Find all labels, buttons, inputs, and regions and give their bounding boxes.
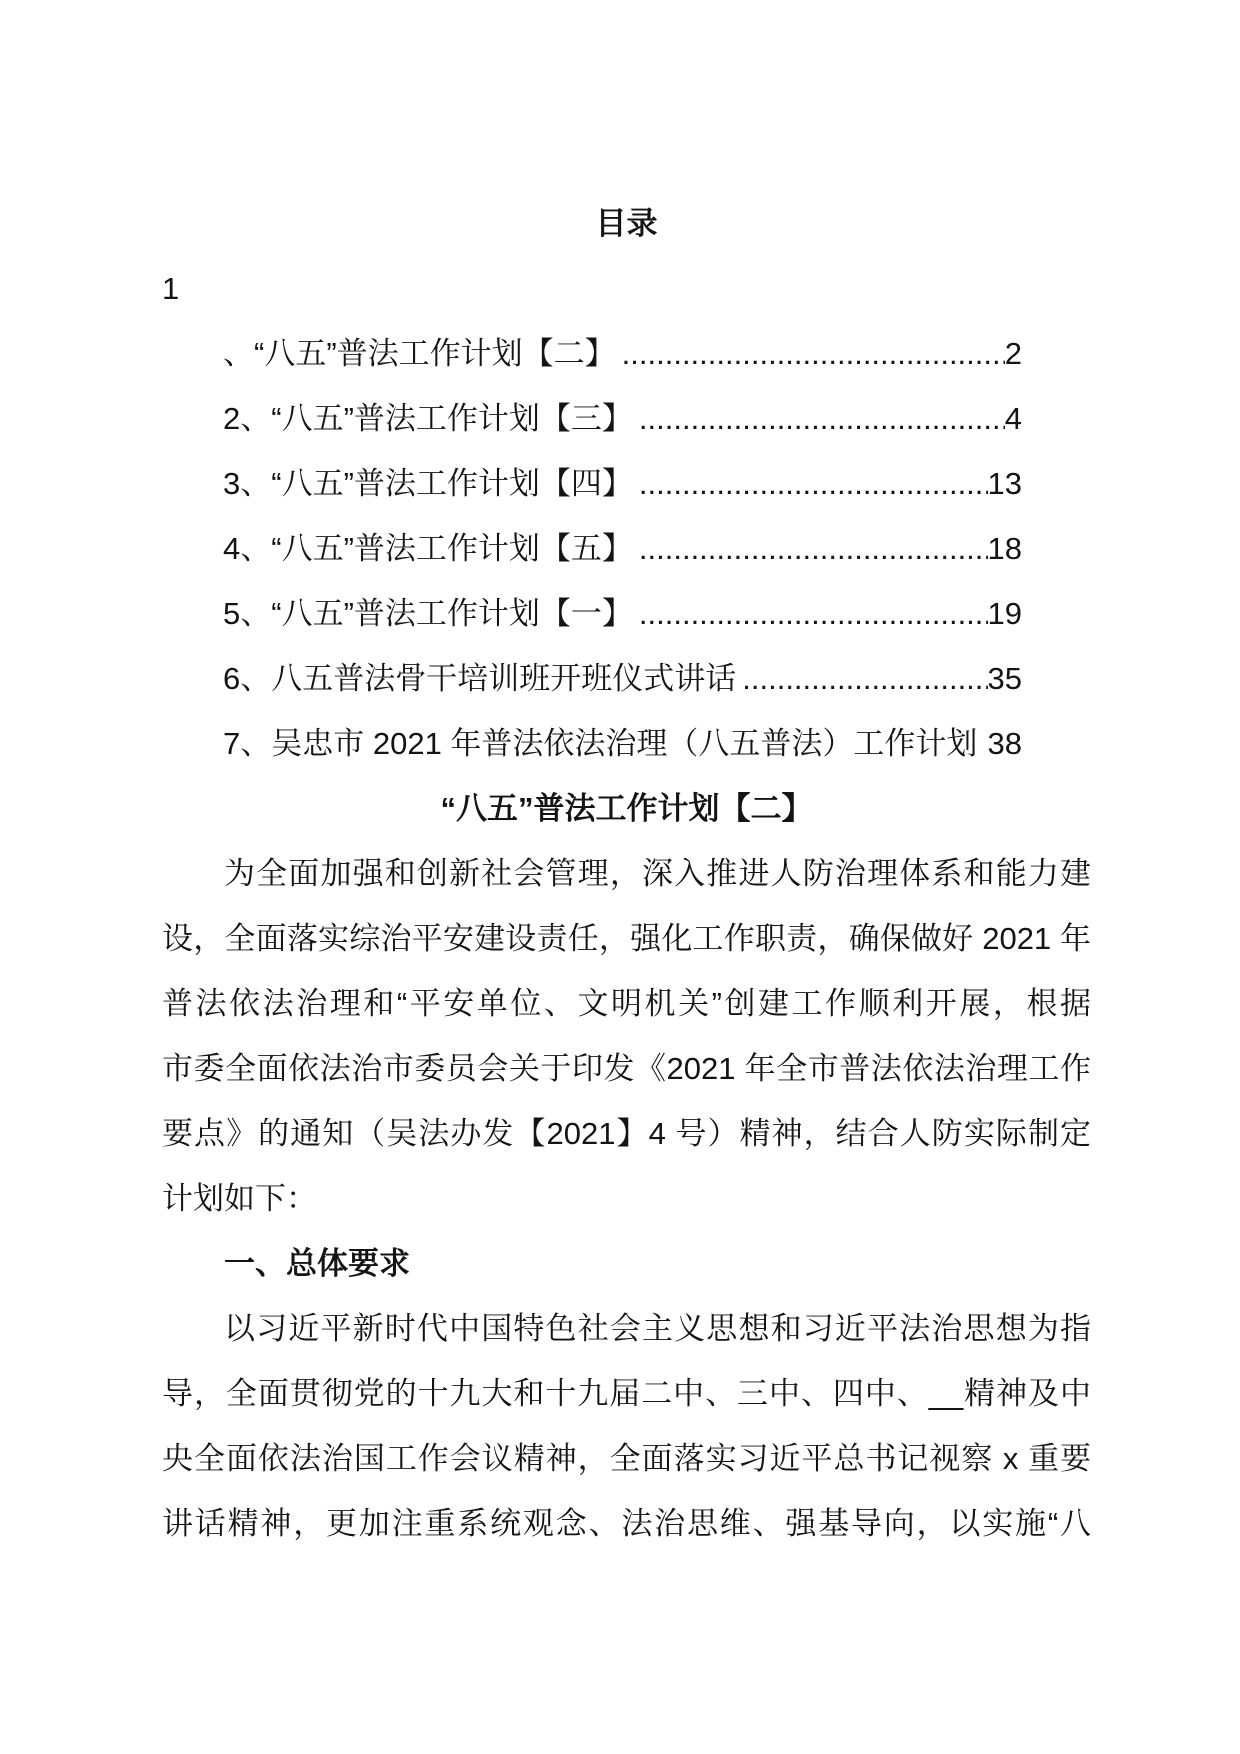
toc-entry-label: 3、“八五”普法工作计划【四】 [223, 466, 633, 501]
toc-entry [223, 646, 1022, 711]
body-paragraph [162, 1296, 1091, 1556]
paragraph-line: 讲话精神，更加注重系统观念、法治思维、强基导向，以实施“八 [162, 1506, 1091, 1541]
table-of-contents [223, 321, 1022, 776]
toc-entry-label: 4、“八五”普法工作计划【五】 [223, 531, 633, 566]
toc-title: 目录 [595, 206, 658, 241]
subheading: 一、总体要求 [224, 1246, 410, 1281]
paragraph-line: 导，全面贯彻党的十九大和十九届二中、三中、四中、__精神及中 [162, 1376, 1091, 1411]
toc-entry-page: 13 [987, 466, 1022, 501]
section-title: “八五”普法工作计划【二】 [440, 791, 813, 826]
toc-entry-label: 、“八五”普法工作计划【二】 [223, 336, 616, 371]
toc-entry-page: 18 [987, 531, 1022, 566]
toc-entry-label: 2、“八五”普法工作计划【三】 [223, 401, 633, 436]
paragraph-line: 为全面加强和创新社会管理，深入推进人防治理体系和能力建 [224, 856, 1091, 891]
toc-entry-page: 2 [1004, 336, 1022, 371]
dot-leader [633, 581, 988, 646]
toc-entry [223, 711, 1022, 776]
paragraph-line: 普法依法治理和“平安单位、文明机关”创建工作顺利开展，根据 [162, 986, 1091, 1021]
toc-entry [223, 516, 1022, 581]
toc-entry-page: 38 [987, 726, 1022, 761]
paragraph-line: 计划如下： [162, 1181, 317, 1216]
intro-paragraph [162, 841, 1091, 1231]
paragraph-line: 要点》的通知（吴法办发【2021】4 号）精神，结合人防实际制定 [162, 1116, 1091, 1151]
paragraph-line: 市委全面依法治市委员会关于印发《2021 年全市普法依法治理工作 [162, 1051, 1091, 1086]
toc-entry-page: 4 [1004, 401, 1022, 436]
paragraph-line: 央全面依法治国工作会议精神，全面落实习近平总书记视察 x 重要 [162, 1441, 1091, 1476]
toc-entry [223, 581, 1022, 646]
toc-entry-label: 6、八五普法骨干培训班开班仪式讲话 [223, 661, 737, 696]
toc-number-line: 1 [162, 271, 180, 306]
page-content [162, 191, 1091, 1556]
dot-leader [633, 451, 988, 516]
dot-leader [633, 516, 988, 581]
paragraph-line: 以习近平新时代中国特色社会主义思想和习近平法治思想为指 [224, 1311, 1091, 1346]
toc-entry-label: 7、吴忠市 2021 年普法依法治理（八五普法）工作计划 [223, 726, 978, 761]
toc-entry [223, 386, 1022, 451]
paragraph-line: 设，全面落实综治平安建设责任，强化工作职责，确保做好 2021 年 [162, 921, 1091, 956]
toc-entry-page: 19 [987, 596, 1022, 631]
toc-entry [223, 321, 1022, 386]
dot-leader [736, 646, 987, 711]
dot-leader [633, 386, 1005, 451]
toc-entry-label: 5、“八五”普法工作计划【一】 [223, 596, 633, 631]
toc-entry [223, 451, 1022, 516]
dot-leader [616, 321, 1005, 386]
toc-entry-page: 35 [987, 661, 1022, 696]
